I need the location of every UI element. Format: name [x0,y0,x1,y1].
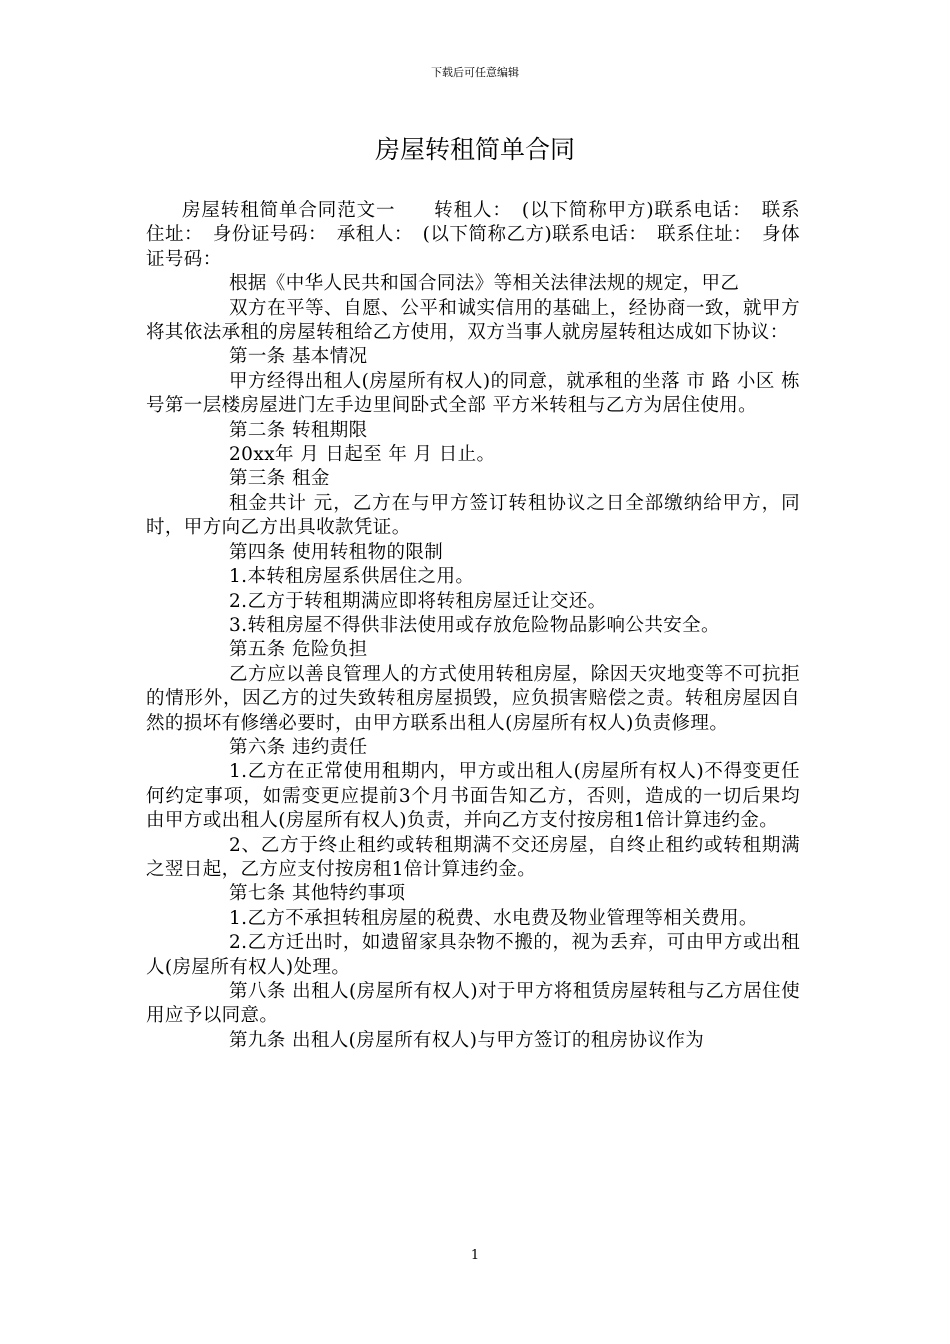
clause-heading: 第六条 违约责任 [229,736,368,758]
clause-heading: 第三条 租金 [229,468,330,490]
list-item: 1.乙方不承担转租房屋的税费、水电费及物业管理等相关费用。 [229,907,758,929]
document-body [146,199,800,1053]
list-item: 1.乙方在正常使用租期内，甲方或出租人(房屋所有权人)不得变更任何约定事项，如需变更应提前3个月书面告知乙方，否则，造成的一切后果均由甲方或出租人(房屋所有权人)负责，并向乙方支付按房租1倍计算违约金。 [146,761,800,832]
clause-paragraph: 第八条 出租人(房屋所有权人)对于甲方将租赁房屋转租与乙方居住使用应予以同意。 [146,981,800,1027]
list-item: 1.本转租房屋系供居住之用。 [229,566,475,588]
paragraph: 双方在平等、自愿、公平和诚实信用的基础上，经协商一致，就甲方将其依法承租的房屋转租给乙方使用，双方当事人就房屋转租达成如下协议： [146,297,800,344]
clause-heading: 第五条 危险负担 [229,639,368,661]
list-item: 3.转租房屋不得供非法使用或存放危险物品影响公共安全。 [229,614,720,636]
clause-paragraph: 第九条 出租人(房屋所有权人)与甲方签订的租房协议作为 [229,1029,705,1051]
list-item: 2.乙方于转租期满应即将转租房屋迁让交还。 [229,590,607,612]
list-item: 2、乙方于终止租约或转租期满不交还房屋，自终止租约或转租期满之翌日起，乙方应支付按房租1倍计算违约金。 [146,834,800,880]
clause-heading: 第二条 转租期限 [229,419,368,441]
document-title: 房屋转租简单合同 [374,135,575,164]
list-item: 2.乙方迁出时，如遗留家具杂物不搬的，视为丢弃，可由甲方或出租人(房屋所有权人)处理。 [146,932,800,978]
paragraph: 根据《中华人民共和国合同法》等相关法律法规的规定，甲乙 [229,273,740,295]
clause-heading: 第一条 基本情况 [229,346,368,368]
clause-heading: 第七条 其他特约事项 [229,883,406,905]
paragraph: 乙方应以善良管理人的方式使用转租房屋，除因天灾地变等不可抗拒的情形外，因乙方的过失致转租房屋损毁，应负损害赔偿之责。转租房屋因自然的损坏有修缮必要时，由甲方联系出租人(房屋所有权人)负责修理。 [146,663,800,734]
page-number: 1 [470,1248,480,1263]
clause-heading: 第四条 使用转租物的限制 [229,541,444,563]
paragraph: 20xx年 月 日起至 年 月 日止。 [229,444,496,466]
paragraph: 租金共计 元，乙方在与甲方签订转租协议之日全部缴纳给甲方，同时，甲方向乙方出具收款凭证。 [146,492,800,539]
paragraph-intro: 房屋转租简单合同范文一 转租人： (以下简称甲方)联系电话： 联系住址： 身份证号码： 承租人： (以下简称乙方)联系电话： 联系住址： 身体证号码： [146,200,800,270]
header-note: 下载后可任意编辑 [431,66,519,79]
paragraph: 甲方经得出租人(房屋所有权人)的同意，就承租的坐落 市 路 小区 栋 号第一层楼房屋进门左手边里间卧式全部 平方米转租与乙方为居住使用。 [146,370,800,417]
